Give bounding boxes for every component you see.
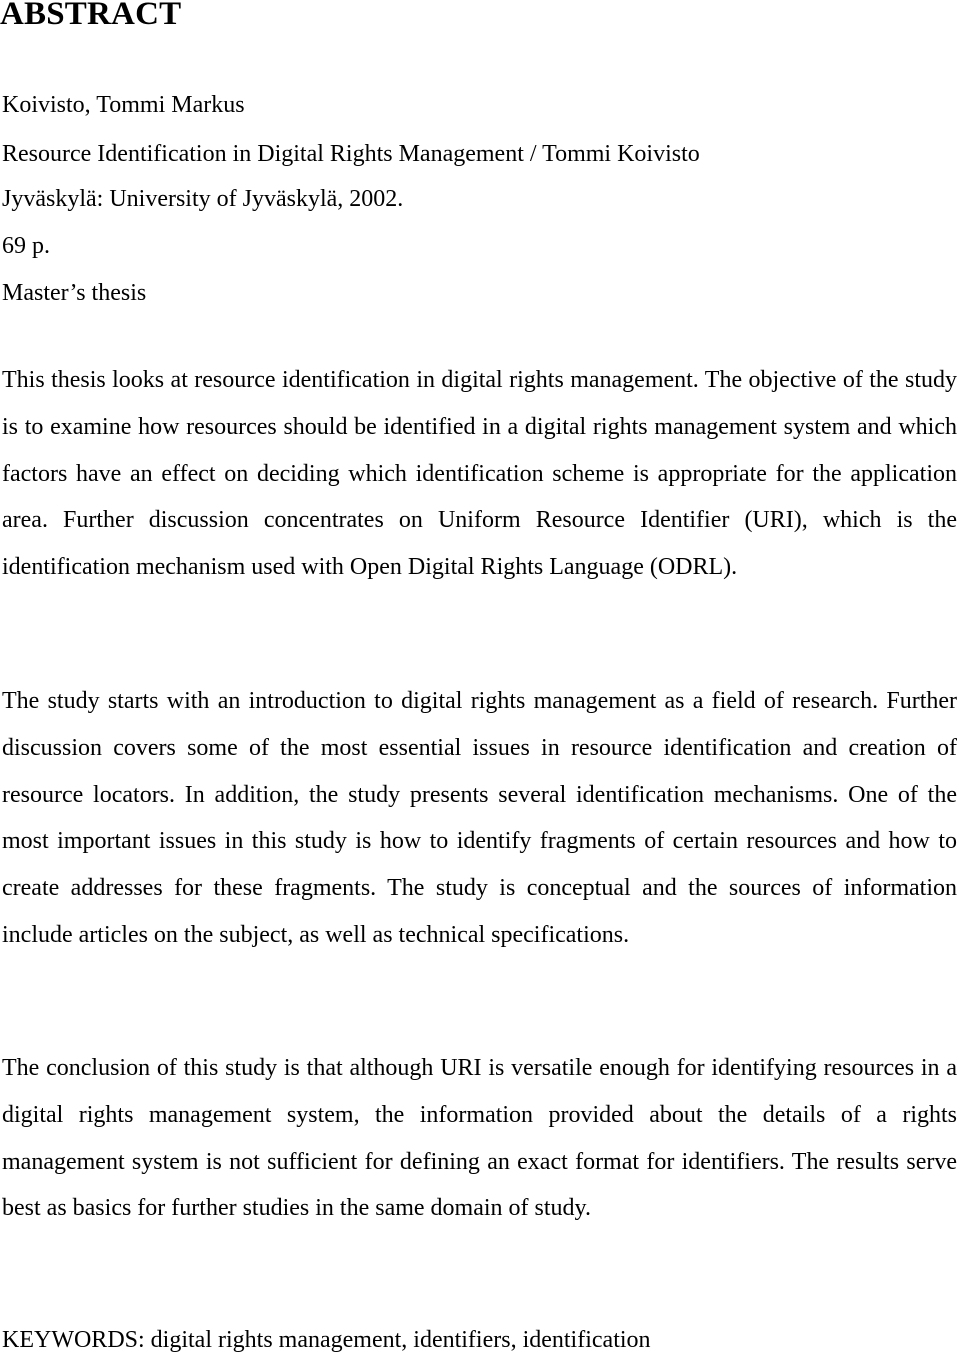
abstract-paragraph-1: This thesis looks at resource identification in digital rights management. The objective of the study is to examine how resources should be identified in a digital rights management system and which factors have an effect on deciding which identification scheme is appropriate for the application area. Further discussion concentrates on Uniform Resource Identifier (URI), which is the identification mechanism used with Open Digital Rights Language (ODRL). [2, 367, 957, 581]
pages-line: 69 p. [2, 233, 50, 259]
title-line: Resource Identification in Digital Rights Management / Tommi Koivisto [2, 141, 700, 167]
publisher-line: Jyväskylä: University of Jyväskylä, 2002. [2, 186, 404, 212]
thesis-type-line: Master’s thesis [2, 280, 147, 306]
abstract-heading: ABSTRACT [0, 0, 182, 32]
keywords-line: KEYWORDS: digital rights management, identifiers, identification [2, 1327, 651, 1353]
abstract-paragraph-2: The study starts with an introduction to digital rights management as a field of research. Further discussion covers some of the most essential issues in resource identification and creation of resource locators. In addition, the study presents several identification mechanisms. One of the most important issues in this study is how to identify fragments of certain resources and how to create addresses for these fragments. The study is conceptual and the sources of information include articles on the subject, as well as technical specifications. [2, 688, 957, 948]
author-line: Koivisto, Tommi Markus [2, 92, 245, 118]
abstract-paragraph-3: The conclusion of this study is that although URI is versatile enough for identifying resources in a digital rights management system, the information provided about the details of a rights management system is not sufficient for defining an exact format for identifiers. The results serve best as basics for further studies in the same domain of study. [2, 1055, 957, 1222]
